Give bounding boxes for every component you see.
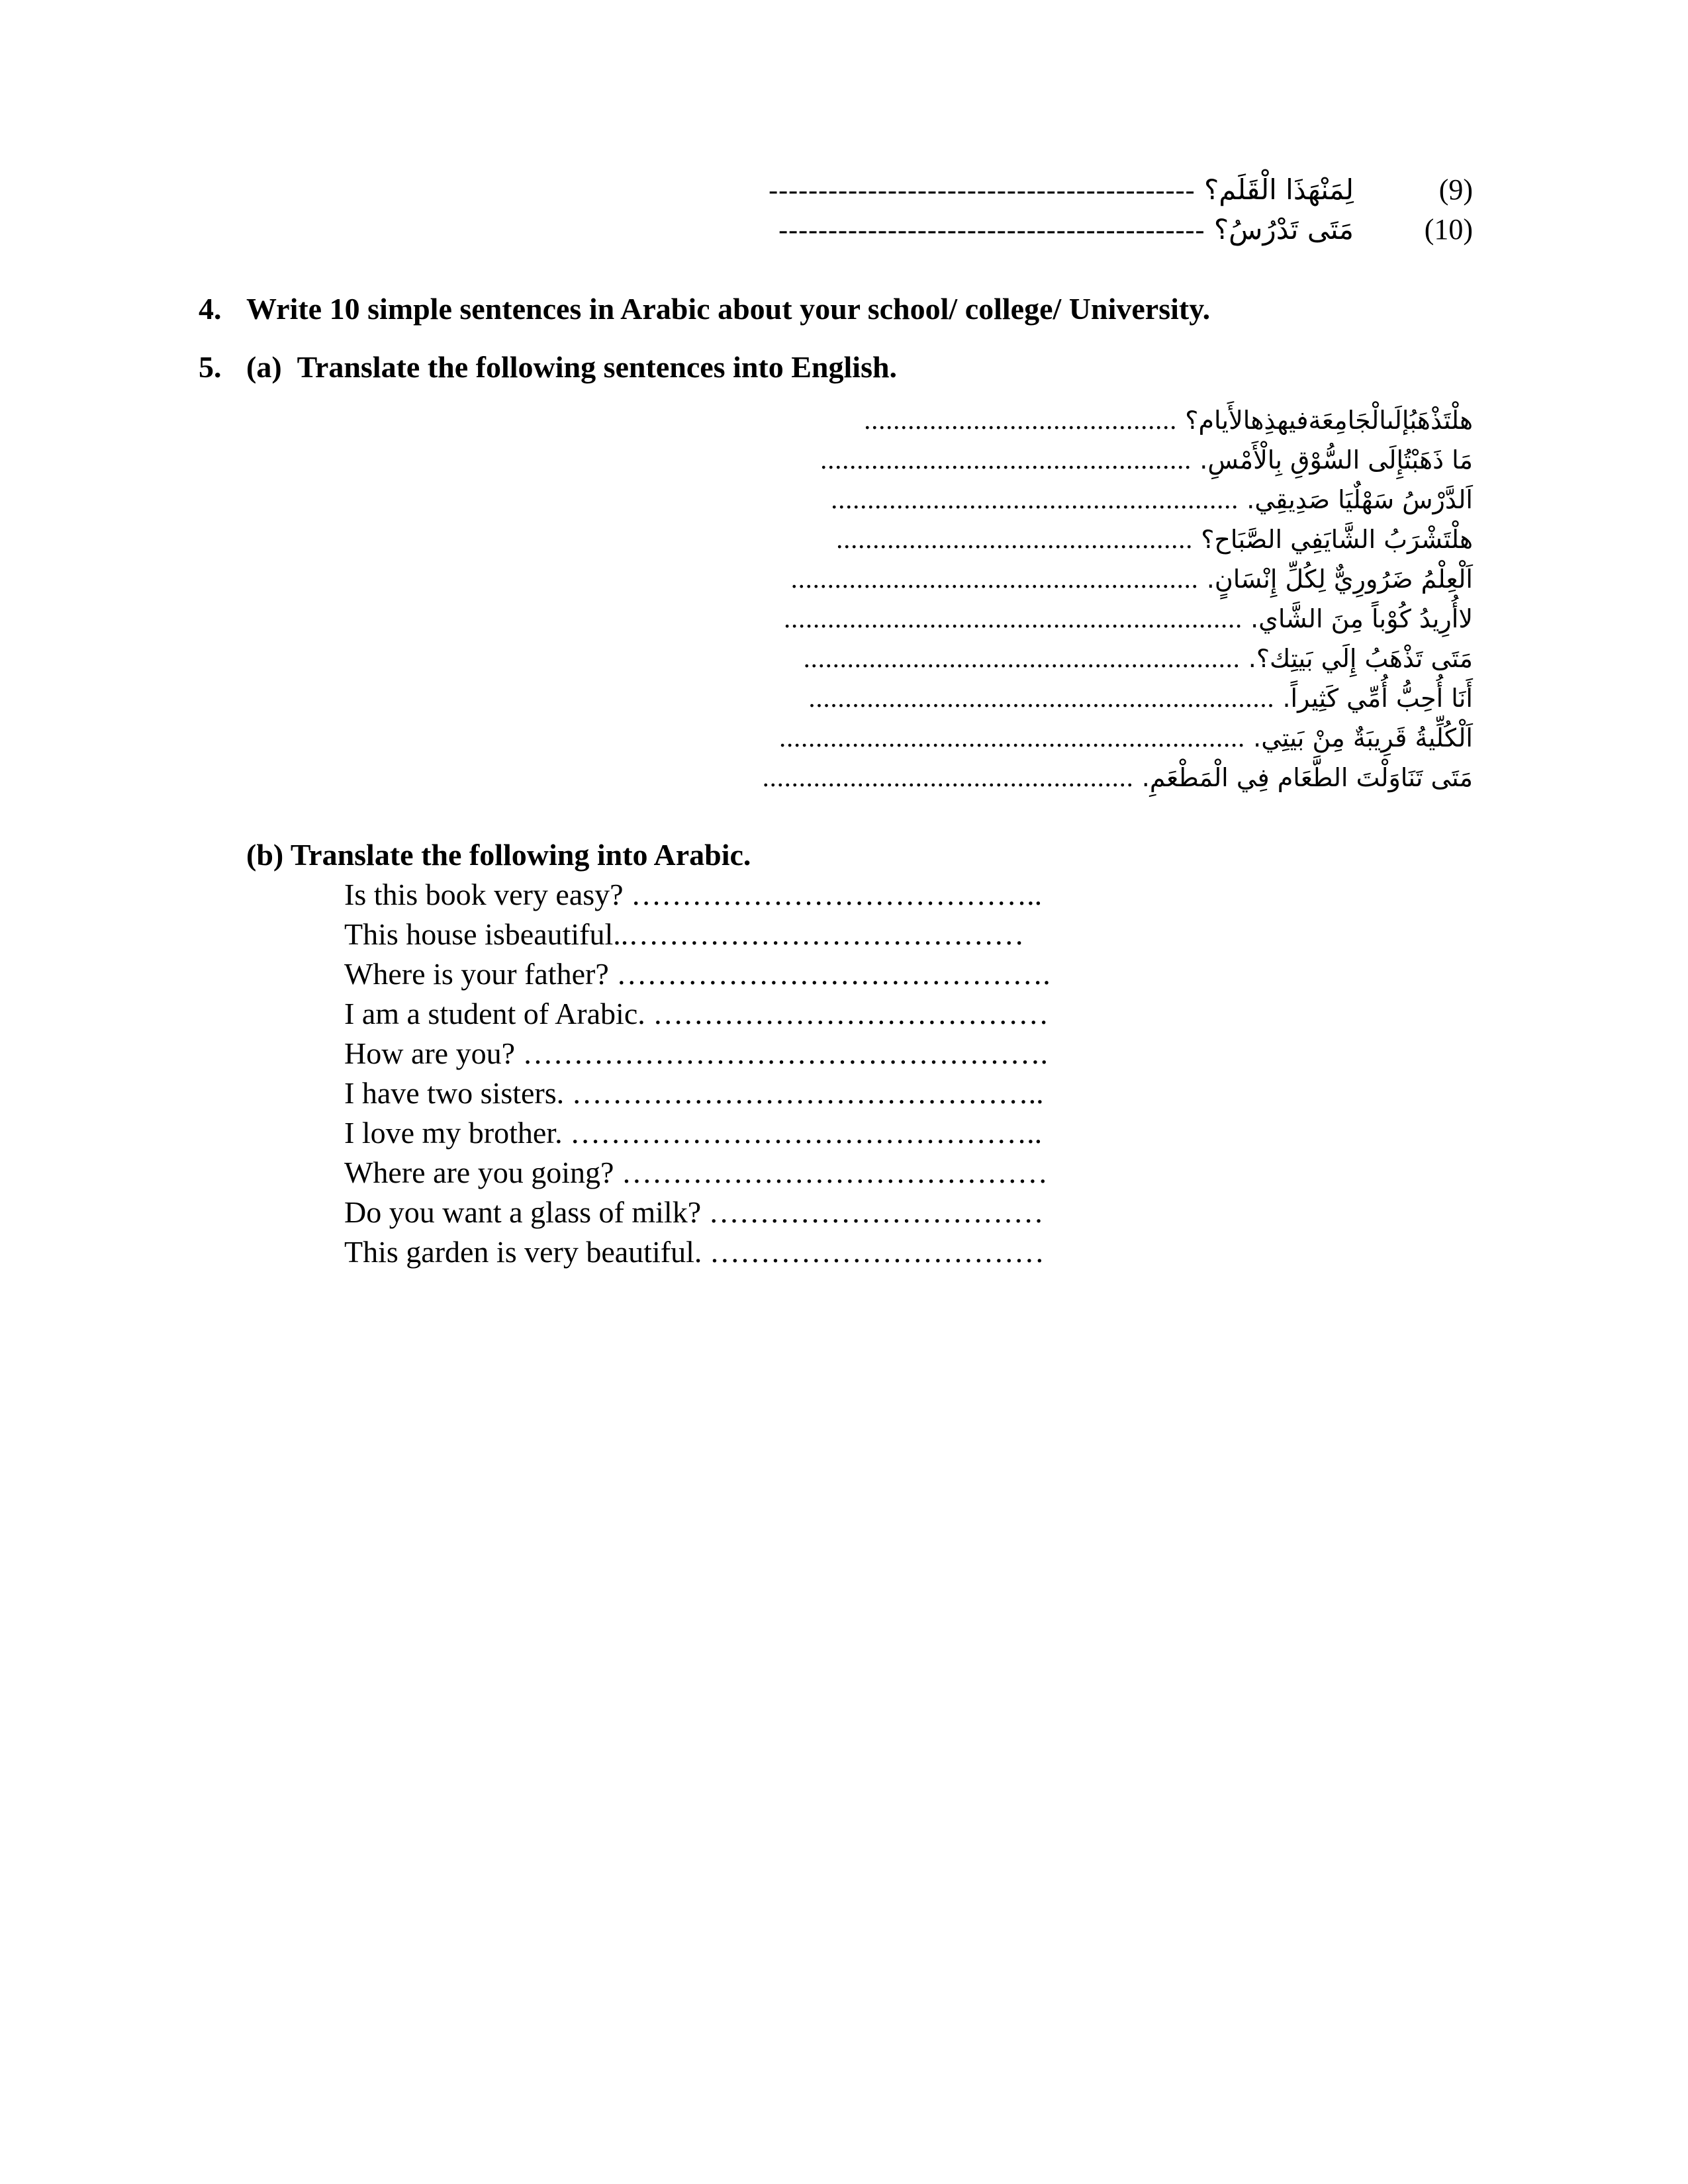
answer-blank: ........................................................ <box>790 564 1199 594</box>
arabic-sentence: اَلدَّرْسُ سَهْلٌيَا صَدِيقِي. <box>1246 485 1473 514</box>
list-item <box>763 599 1473 639</box>
question-number: (10) <box>1424 213 1473 246</box>
list-item: Where is your father? ……………………………………. <box>344 957 1051 991</box>
list-item: I love my brother. ……………………………………….. <box>344 1116 1043 1150</box>
question-4-heading <box>199 289 1210 329</box>
list-item <box>763 400 1473 440</box>
question-number: 5. <box>199 350 222 384</box>
answer-blank: ........................................................ <box>831 484 1239 514</box>
answer-blank: ................................................... <box>762 762 1134 792</box>
list-item: This house isbeautiful..………………………………… <box>344 917 1025 951</box>
list-item: Is this book very easy? ………………………………….. <box>344 878 1043 911</box>
list-item <box>763 639 1473 678</box>
arabic-sentence: هلْتَذْهَبُإلَىالْجَامِعَةفيهذِهالأَيام؟ <box>1185 406 1473 435</box>
arabic-sentence: مَتَى تَنَاوَلْتَ الطَّعَام فِي الْمَطْعَمِ. <box>1141 763 1473 792</box>
arabic-sentence: اَلْعِلْمُ ضَرُورِيٌّ لِكُلِّ إِنْسَانٍ. <box>1206 565 1473 594</box>
question-number: (9) <box>1438 173 1473 206</box>
list-item <box>763 758 1473 797</box>
answer-blank: ................................................................ <box>808 683 1275 713</box>
arabic-sentence: مَتَى تَذْهَبُ إِلَي بَيتِك؟. <box>1248 644 1473 673</box>
answer-blank: ------------------------------------------- <box>769 175 1196 206</box>
answer-blank: ................................................... <box>820 445 1192 475</box>
question-text: Write 10 simple sentences in Arabic about your school/ college/ University. <box>246 292 1211 326</box>
list-item: Do you want a glass of milk? …………………………… <box>344 1195 1044 1229</box>
list-item <box>763 440 1473 480</box>
answer-blank: ............................................................ <box>803 643 1241 673</box>
part-label: (a) <box>246 350 282 384</box>
answer-blank: ................................................. <box>836 524 1194 554</box>
answer-blank: ................................................................ <box>779 723 1246 752</box>
list-item: I have two sisters. ……………………………………….. <box>344 1076 1044 1110</box>
arabic-sentence: هلْتَشْرَبُ الشَّايَفِي الصَّبَاح؟ <box>1201 525 1473 554</box>
answer-blank: ------------------------------------------- <box>778 215 1205 246</box>
list-item <box>763 678 1473 718</box>
part-b-heading: (b) Translate the following into Arabic. <box>246 838 751 872</box>
question-9 <box>769 171 1473 210</box>
arabic-question-text: مَتَى تَدْرُسُ؟ <box>1213 213 1354 246</box>
list-item: How are you? ……………………………………………. <box>344 1036 1049 1070</box>
arabic-sentence: لاأُرِيدُ كُوْباً مِنَ الشَّاي. <box>1250 604 1473 633</box>
question-number: 4. <box>199 292 222 326</box>
list-item <box>763 480 1473 520</box>
answer-blank: ........................................... <box>864 405 1178 435</box>
list-item <box>763 520 1473 559</box>
arabic-sentence-list <box>763 400 1473 797</box>
question-text: Translate the following sentences into English. <box>297 350 898 384</box>
english-sentence-list <box>344 875 1051 1272</box>
list-item: I am a student of Arabic. ………………………………… <box>344 997 1049 1030</box>
list-item: This garden is very beautiful. …………………………… <box>344 1235 1045 1269</box>
list-item: Where are you going? …………………………………… <box>344 1156 1048 1189</box>
arabic-sentence: أَنَا أُحِبُّ أُمِّي كَثِيراً. <box>1282 684 1473 713</box>
question-5-heading <box>199 347 897 387</box>
list-item <box>763 559 1473 599</box>
question-10 <box>778 210 1473 250</box>
arabic-question-text: لِمَنْهَذَا الْقَلَم؟ <box>1203 173 1354 206</box>
arabic-sentence: اَلْكُلِّيةُ قَرِيبَةٌ مِنْ بَيتِي. <box>1253 723 1473 752</box>
list-item <box>763 718 1473 758</box>
answer-blank: ............................................................... <box>784 604 1243 633</box>
arabic-sentence: مَا ذَهَبْتُإِلَى السُّوْقِ بِالْأَمْسِ. <box>1199 445 1473 475</box>
